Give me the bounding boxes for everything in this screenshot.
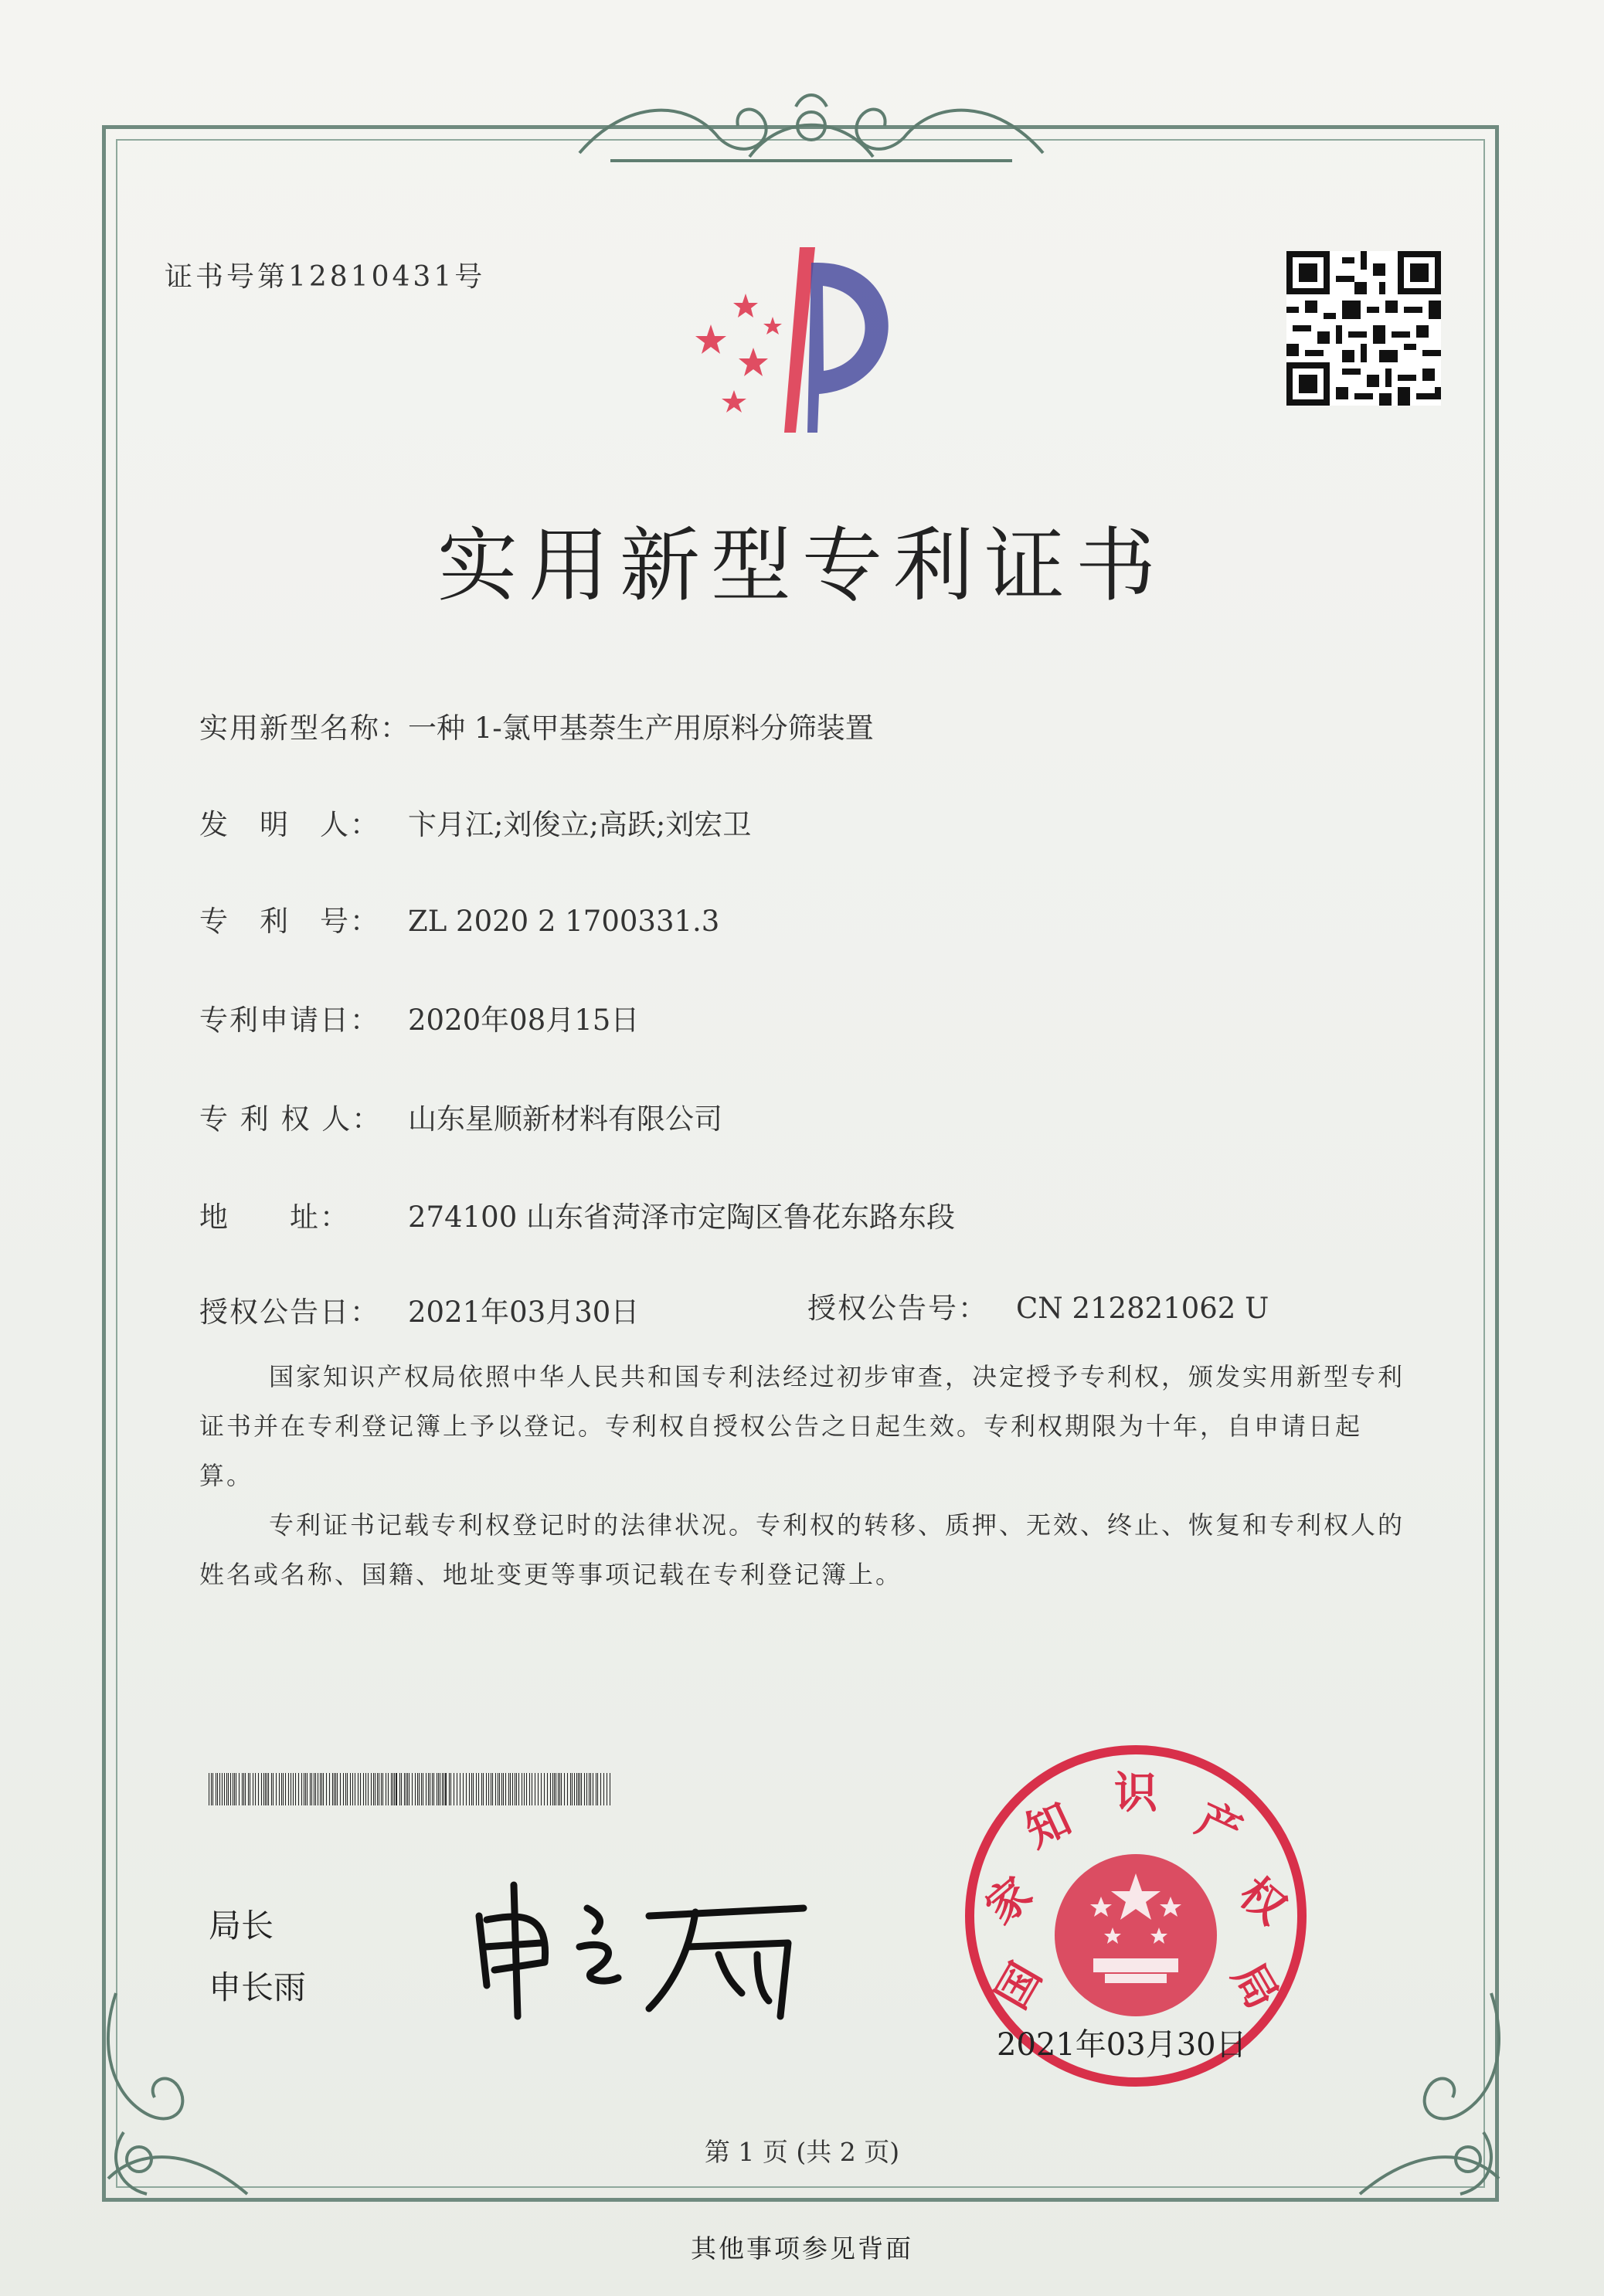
inventor-value: 卞月江;刘俊立;高跃;刘宏卫 — [408, 808, 752, 841]
application-date-value: 2020年08月15日 — [408, 1004, 640, 1037]
page-number: 第 1 页 (共 2 页) — [704, 2137, 900, 2167]
barcode-icon — [209, 1773, 614, 1805]
legal-status-paragraph: 专利证书记载专利权登记时的法律状况。专利权的转移、质押、无效、终止、恢复和专利权人的姓名或名称、国籍、地址变更等事项记载在专利登记簿上。 — [199, 1510, 1405, 1589]
bottom-left-ornament-icon — [93, 1978, 270, 2209]
director-title: 局长 — [209, 1907, 274, 1944]
svg-text:局: 局 — [1222, 1955, 1288, 2018]
certificate-title: 实用新型专利证书 — [437, 518, 1167, 613]
grant-statement-paragraph: 国家知识产权局依照中华人民共和国专利法经过初步审查，决定授予专利权，颁发实用新型专利证书并在专利登记簿上予以登记。专利权自授权公告之日起生效。专利权期限为十年，自申请日起算。 — [199, 1362, 1405, 1490]
patent-number-value: ZL 2020 2 1700331.3 — [408, 905, 720, 938]
certificate-number: 证书号第12810431号 — [165, 261, 486, 293]
director-name: 申长雨 — [209, 1968, 307, 2006]
grant-date-label: 授权公告日： — [199, 1296, 380, 1329]
top-ornament-icon — [564, 83, 1059, 168]
application-date-row — [199, 997, 639, 1038]
svg-text:国: 国 — [986, 1955, 1052, 2018]
application-date-label: 专利申请日： — [199, 1004, 380, 1037]
inventor-label: 发 明 人： — [199, 808, 380, 841]
svg-text:知: 知 — [1018, 1793, 1079, 1858]
qr-code-icon — [1286, 251, 1441, 406]
bottom-right-ornament-icon — [1337, 1978, 1514, 2209]
address-value: 274100 山东省菏泽市定陶区鲁花东路东段 — [408, 1201, 956, 1234]
patentee-row — [199, 1095, 722, 1137]
patentee-label: 专 利 权 人： — [199, 1102, 382, 1136]
svg-text:识: 识 — [1114, 1768, 1157, 1819]
patent-number-label: 专 利 号： — [199, 905, 380, 938]
utility-model-name-row — [199, 705, 874, 746]
svg-text:产: 产 — [1188, 1793, 1249, 1858]
utility-model-name-label: 实用新型名称： — [199, 712, 410, 745]
address-label: 地 址： — [199, 1201, 350, 1234]
seal-date: 2021年03月30日 — [997, 2027, 1247, 2063]
inventor-row — [199, 801, 751, 843]
svg-text:家: 家 — [976, 1867, 1042, 1934]
grant-number-value: CN 212821062 U — [1016, 1292, 1269, 1325]
svg-text:权: 权 — [1229, 1867, 1296, 1934]
patentee-value: 山东星顺新材料有限公司 — [408, 1102, 722, 1136]
grant-date-row — [199, 1289, 639, 1330]
footer-note: 其他事项参见背面 — [691, 2233, 913, 2264]
director-signature-icon — [464, 1870, 819, 2024]
address-row — [199, 1194, 955, 1235]
grant-date-value: 2021年03月30日 — [408, 1296, 640, 1329]
grant-number-label: 授权公告号： — [807, 1292, 988, 1325]
patent-number-row — [199, 898, 719, 939]
grant-number-row — [807, 1285, 1269, 1326]
utility-model-name-value: 一种 1-氯甲基萘生产用原料分筛装置 — [408, 712, 874, 745]
cnipa-logo-icon — [680, 239, 935, 440]
